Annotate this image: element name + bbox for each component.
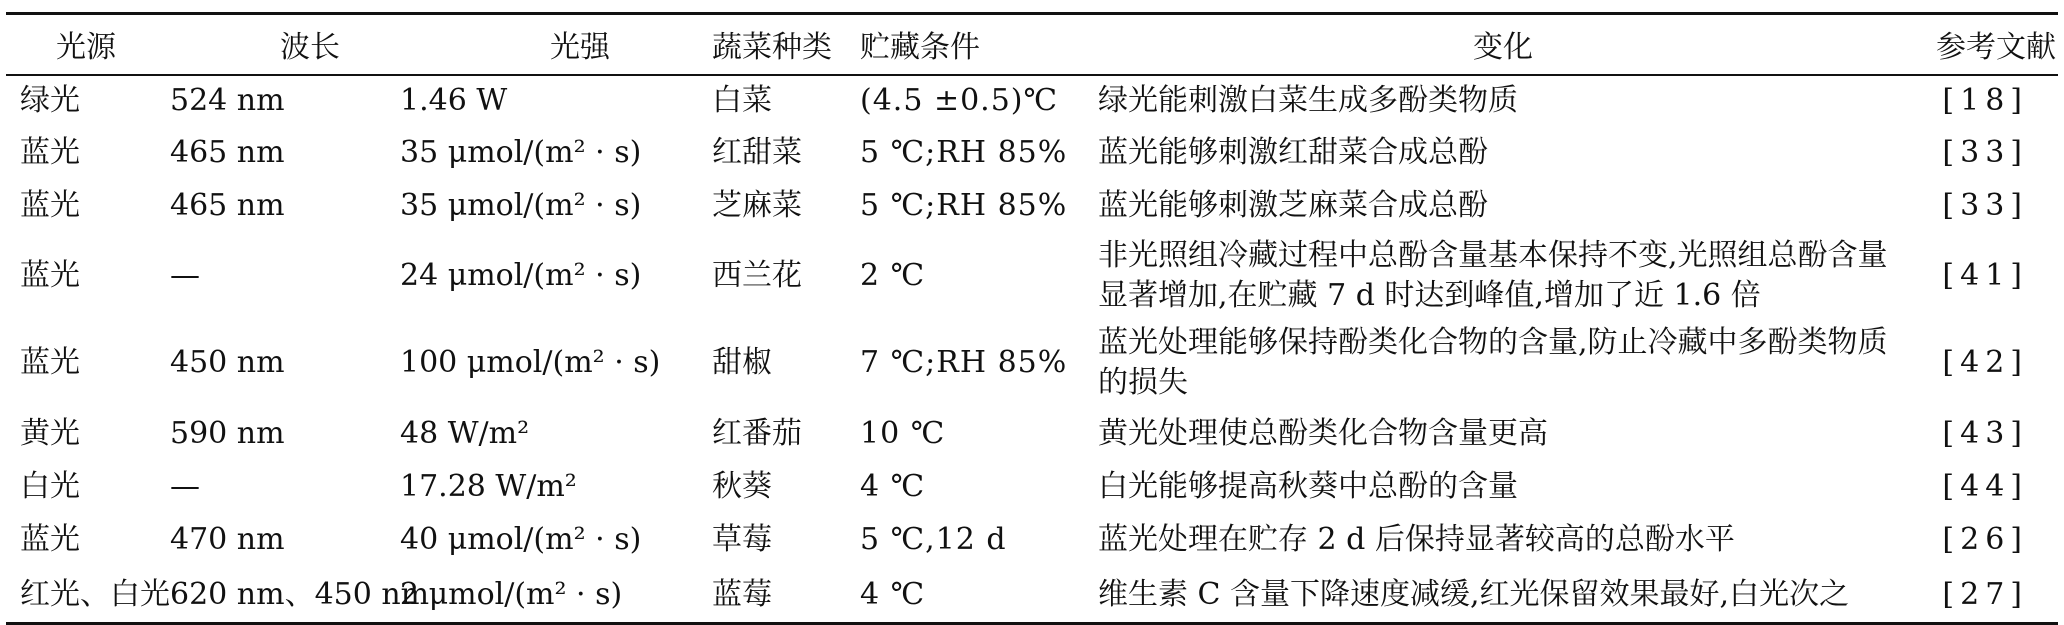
col-header-change: 变化	[1098, 14, 1908, 75]
cell-storage: 5 ℃;RH 85%	[860, 188, 1068, 223]
cell-change: 蓝光处理能够保持酚类化合物的含量,防止冷藏中多酚类物质的损失	[1098, 325, 1888, 400]
cell-reference: [18]	[1942, 83, 2028, 118]
cell-light-source: 红光、白光	[6, 568, 170, 624]
cell-intensity: 2 μmol/(m² · s)	[400, 568, 712, 624]
cell-wavelength: 620 nm、450 nm	[170, 568, 400, 624]
cell-vegetable: 草莓	[712, 522, 772, 557]
light-treatment-table	[6, 12, 2058, 625]
cell-intensity: 35 μmol/(m² · s)	[400, 135, 642, 170]
col-header-vegetable: 蔬菜种类	[712, 14, 860, 75]
cell-reference: [33]	[1942, 188, 2028, 223]
table-row	[6, 513, 2058, 568]
cell-vegetable: 西兰花	[712, 258, 802, 293]
cell-change: 黄光处理使总酚类化合物含量更高	[1098, 415, 1548, 451]
cell-reference: [43]	[1942, 415, 2028, 451]
col-header-reference: 参考文献	[1908, 14, 2058, 75]
cell-wavelength: 465 nm	[170, 135, 285, 170]
table-row	[6, 75, 2058, 127]
cell-wavelength: —	[170, 468, 200, 504]
table-body	[6, 75, 2058, 624]
cell-vegetable: 芝麻菜	[712, 188, 802, 223]
cell-light-source: 蓝光	[20, 188, 80, 223]
cell-storage: 4 ℃	[860, 568, 1098, 624]
table-row	[6, 407, 2058, 461]
cell-intensity: 24 μmol/(m² · s)	[400, 258, 642, 293]
cell-change: 白光能够提高秋葵中总酚的含量	[1098, 468, 1518, 504]
cell-wavelength: 590 nm	[170, 415, 285, 451]
cell-change: 蓝光处理在贮存 2 d 后保持显著较高的总酚水平	[1098, 522, 1735, 557]
cell-reference: [33]	[1942, 135, 2028, 170]
col-header-storage: 贮藏条件	[860, 14, 1098, 75]
cell-light-source: 蓝光	[20, 258, 80, 293]
table-row	[6, 461, 2058, 513]
cell-light-source: 蓝光	[20, 522, 80, 557]
cell-intensity: 48 W/m²	[400, 415, 530, 451]
header-row	[6, 14, 2058, 75]
cell-vegetable: 红甜菜	[712, 135, 802, 170]
cell-light-source: 蓝光	[20, 135, 80, 170]
cell-intensity: 35 μmol/(m² · s)	[400, 188, 642, 223]
cell-vegetable: 红番茄	[712, 415, 802, 451]
cell-intensity: 100 μmol/(m² · s)	[400, 345, 661, 380]
cell-light-source: 绿光	[20, 83, 80, 118]
cell-light-source: 白光	[20, 468, 80, 504]
cell-wavelength: —	[170, 258, 200, 293]
cell-storage: 2 ℃	[860, 258, 926, 293]
cell-reference: [44]	[1942, 468, 2028, 504]
cell-change: 蓝光能够刺激红甜菜合成总酚	[1098, 135, 1488, 170]
cell-reference: [26]	[1942, 522, 2028, 557]
cell-storage: 5 ℃,12 d	[860, 522, 1007, 557]
cell-wavelength: 470 nm	[170, 522, 285, 557]
cell-change: 维生素 C 含量下降速度减缓,红光保留效果最好,白光次之	[1098, 568, 1908, 624]
cell-vegetable: 白菜	[712, 83, 772, 118]
table-row	[6, 127, 2058, 180]
col-header-intensity: 光强	[400, 14, 712, 75]
cell-change: 非光照组冷藏过程中总酚含量基本保持不变,光照组总酚含量显著增加,在贮藏 7 d 时达到峰值,增加了近 1.6 倍	[1098, 238, 1888, 313]
table-row	[6, 320, 2058, 407]
cell-intensity: 1.46 W	[400, 83, 508, 118]
cell-change: 绿光能刺激白菜生成多酚类物质	[1098, 83, 1518, 118]
cell-reference: [42]	[1942, 345, 2028, 380]
cell-wavelength: 465 nm	[170, 188, 285, 223]
cell-vegetable: 蓝莓	[712, 568, 860, 624]
table-row	[6, 568, 2058, 624]
table-row	[6, 233, 2058, 320]
cell-intensity: 40 μmol/(m² · s)	[400, 522, 642, 557]
cell-light-source: 蓝光	[20, 345, 80, 380]
cell-vegetable: 秋葵	[712, 468, 772, 504]
cell-storage: 4 ℃	[860, 468, 926, 504]
table-header	[6, 14, 2058, 75]
cell-wavelength: 450 nm	[170, 345, 285, 380]
cell-vegetable: 甜椒	[712, 345, 772, 380]
cell-wavelength: 524 nm	[170, 83, 285, 118]
cell-intensity: 17.28 W/m²	[400, 468, 577, 504]
cell-storage: 5 ℃;RH 85%	[860, 135, 1068, 170]
table-row	[6, 180, 2058, 233]
cell-reference: [27]	[1908, 568, 2058, 624]
cell-light-source: 黄光	[20, 415, 80, 451]
cell-change: 蓝光能够刺激芝麻菜合成总酚	[1098, 188, 1488, 223]
cell-reference: [41]	[1942, 258, 2028, 293]
col-header-light-source: 光源	[6, 14, 170, 75]
cell-storage: 7 ℃;RH 85%	[860, 345, 1068, 380]
cell-storage: (4.5 ±0.5)℃	[860, 83, 1059, 118]
col-header-wavelength: 波长	[170, 14, 400, 75]
cell-storage: 10 ℃	[860, 415, 946, 451]
